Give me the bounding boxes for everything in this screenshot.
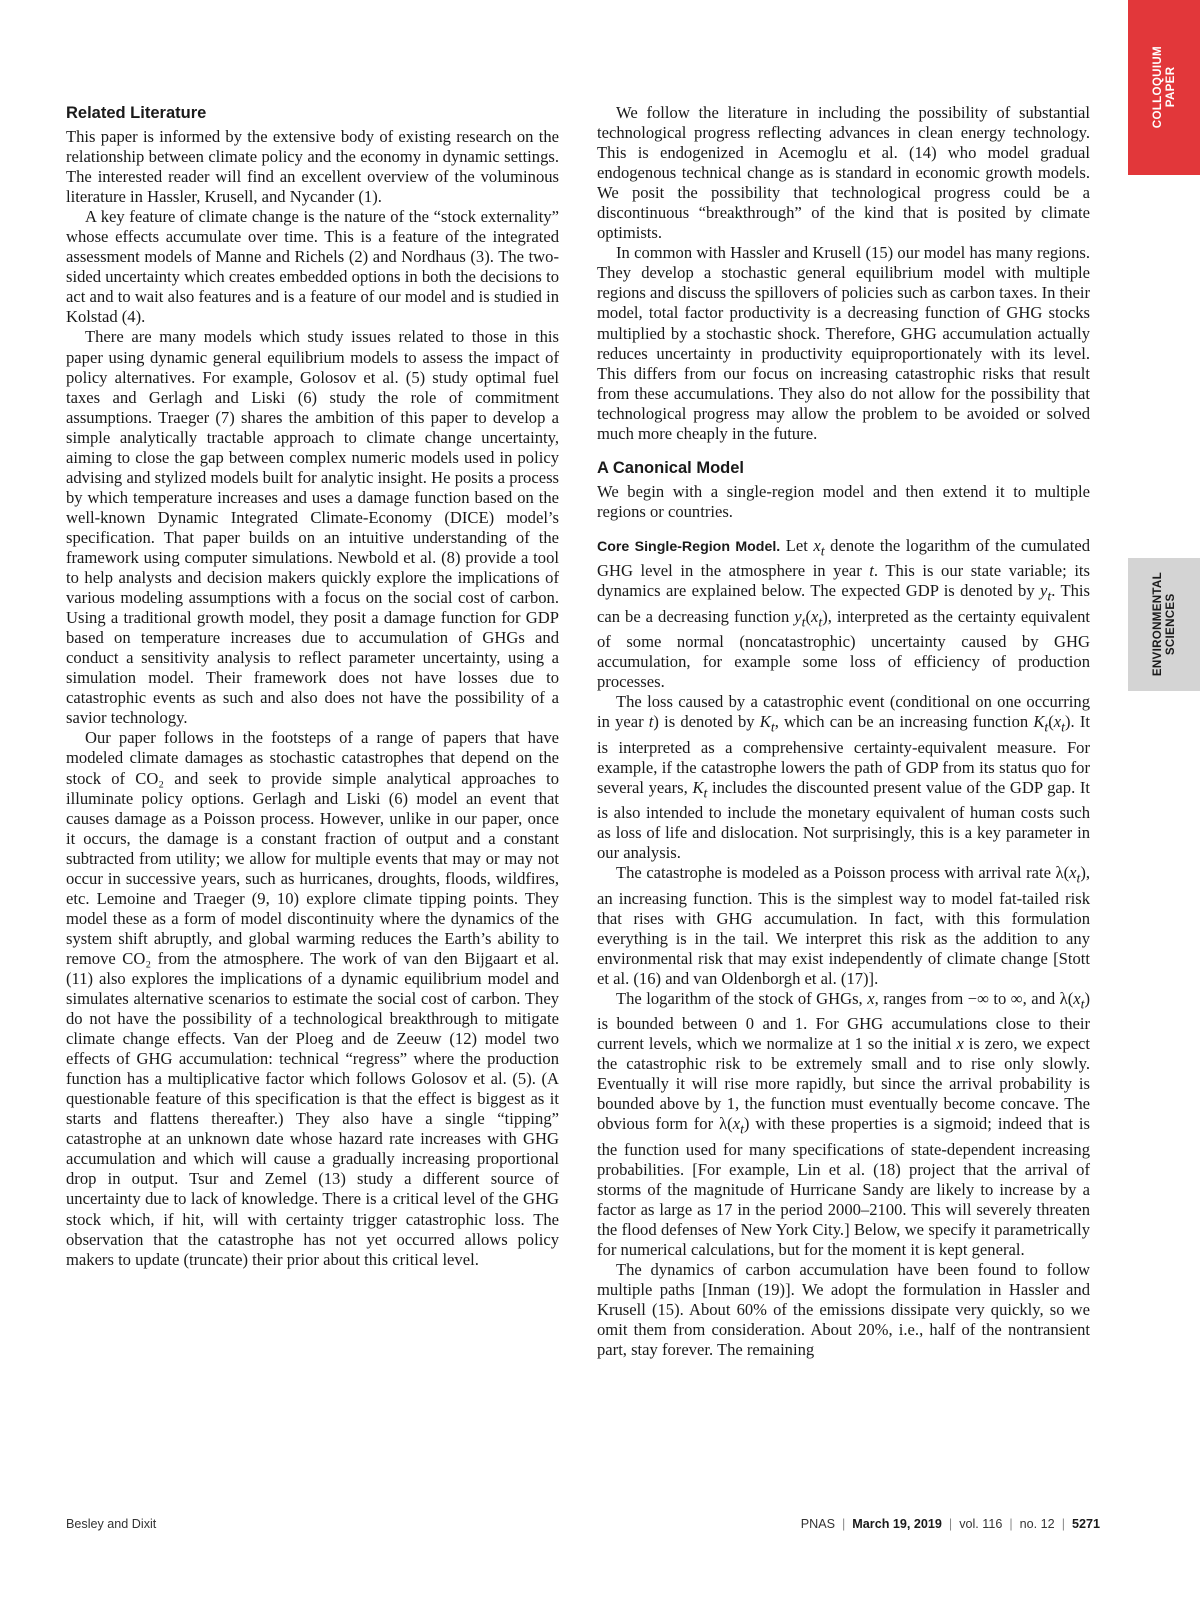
- paragraph: Our paper follows in the footsteps of a range of papers that have modeled climate damages as stochastic catastrophes that depend on the stock of CO₂ and seek to provide simple analytical approaches to illuminate policy options. Gerlagh and Liski (6) model an event that causes damage as a Poisson process. However, unlike in our paper, once it occurs, the damage is a constant fraction of output and a constant subtracted from utility; we allow for multiple events that may or may not occur in successive years, such as hurricanes, droughts, floods, wildfires, etc. Lemoine and Traeger (9, 10) explore climate tipping points. They model these as a form of model discontinuity where the dynamics of the system shift abruptly, and global warming reduces the Earth’s ability to remove CO₂ from the atmosphere. The work of van den Bijgaart et al. (11) also explores the implications of a dynamic equilibrium model and simulates alternative scenarios to estimate the social cost of carbon. They do not have the possibility of a technological breakthrough to mitigate climate change effects. Van der Ploeg and de Zeeuw (12) model two effects of GHG accumulation: technical “regress” where the production function has a multiplicative factor which follows Golosov et al. (5). (A questionable feature of this specification is that the effect is biggest as it starts and flattens thereafter.) They also have a single “tipping” catastrophe at an unknown date whose hazard rate increases with GHG accumulation and which will cause a gradually increasing proportional drop in output. Tsur and Zemel (13) study a different source of uncertainty due to lack of knowledge. There is a critical level of the GHG stock which, if hit, will with certainty trigger catastrophic loss. The observation that the catastrophe has not yet occurred allows policy makers to update (truncate) their prior about this critical level.: [66, 728, 559, 1269]
- footer-authors: Besley and Dixit: [66, 1517, 157, 1531]
- paragraph: We begin with a single-region model and then extend it to multiple regions or countries.: [597, 481, 1090, 521]
- colloquium-paper-label: COLLOQUIUM PAPER: [1151, 46, 1177, 129]
- paragraph-core-model-4: The logarithm of the stock of GHGs, x, ranges from −∞ to ∞, and $\lambda(x_t)$ is bounded between 0 and 1. For GHG accumulations close to their current levels, which we normalize at 1 so the initial x is zero, we expect the catastrophic risk to be extremely small and to rise only slowly. Eventually it will rise more rapidly, but since the arrival probability is bounded above by 1, the function must eventually become concave. The obvious form for $\lambda(x_t)$ with these properties is a sigmoid; indeed that is the function used for many specifications of state-dependent increasing probabilities. [For example, Lin et al. (18) project that the arrival of storms of the magnitude of Hurricane Sandy are likely to increase by a factor as large as 17 in the period 2000–2100. This will severely threaten the flood defenses of New York City.] Below, we specify it parametrically for numerical calculations, but for the moment it is kept general.: [597, 988, 1090, 1259]
- colloquium-paper-tab: [1128, 0, 1200, 175]
- footer-issue: no. 12: [1019, 1517, 1055, 1531]
- footer-journal-info: PNAS | March 19, 2019 | vol. 116 | no. 12 | 5271: [800, 1517, 1100, 1531]
- paragraph: We follow the literature in including the possibility of substantial technological progress reflecting advances in clean energy technology. This is endogenized in Acemoglu et al. (14) who model gradual endogenous technical change as is standard in economic growth models. We posit the possibility that technological progress could be a discontinuous “breakthrough” of the kind that is posited by climate optimists.: [597, 103, 1090, 243]
- paragraph-core-model-2: The loss caused by a catastrophic event (conditional on one occurring in year t) is denoted by $K_t$, which can be an increasing function $K_t(x_t)$. It is interpreted as a comprehensive certainty-equivalent measure. For example, if the catastrophe lowers the path of GDP from its status quo for several years, $K_t$ includes the discounted present value of the GDP gap. It is also intended to include the monetary equivalent of human costs such as loss of life and dislocation. Not surprisingly, this is a key parameter in our analysis.: [597, 692, 1090, 863]
- footer-date: March 19, 2019: [852, 1517, 942, 1531]
- paragraph: In common with Hassler and Krusell (15) our model has many regions. They develop a stochastic general equilibrium model with multiple regions and discuss the spillovers of policies such as carbon taxes. In their model, total factor productivity is a decreasing function of GHG stocks multiplied by a stochastic shock. Therefore, GHG accumulation actually reduces uncertainty in productivity equiproportionately with its level. This differs from our focus on increasing catastrophic risks that result from these accumulations. They also do not allow for the possibility that technological progress may allow the problem to be avoided or solved much more cheaply in the future.: [597, 243, 1090, 443]
- footer-page-number: 5271: [1071, 1517, 1100, 1531]
- right-column: [597, 103, 1090, 1360]
- section-heading-related-literature: Related Literature: [66, 104, 207, 122]
- paragraph: A key feature of climate change is the nature of the “stock externality” whose effects accumulate over time. This is a feature of the integrated assessment models of Manne and Richels (2) and Nordhaus (3). The two-sided uncertainty which creates embedded options in both the decisions to act and to wait also features and is a feature of our model and is studied in Kolstad (4).: [66, 207, 559, 327]
- left-column: [66, 103, 559, 1270]
- paragraph-core-model-5: The dynamics of carbon accumulation have been found to follow multiple paths [Inman (19)]. We adopt the formulation in Hassler and Krusell (15). About 60% of the emissions dissipate very quickly, so we omit them from consideration. About 20%, i.e., half of the nontransient part, stay forever. The remaining: [597, 1259, 1090, 1360]
- environmental-sciences-tab: [1128, 558, 1200, 691]
- paragraph: There are many models which study issues related to those in this paper using dynamic general equilibrium models to assess the impact of policy alternatives. For example, Golosov et al. (5) study optimal fuel taxes and Gerlagh and Liski (6) study the role of commitment assumptions. Traeger (7) shares the ambition of this paper to develop a simple analytically tractable approach to climate change uncertainty, aiming to close the gap between complex numeric models used in policy advising and stylized models built for analytic insight. He posits a process by which temperature increases and uses a damage function based on the well-known Dynamic Integrated Climate-Economy (DICE) model’s specification. That paper builds on an intuitive understanding of the framework using computer simulations. Newbold et al. (8) provide a tool to help analysts and decision makers quickly explore the implications of various modeling assumptions with a focus on the social cost of carbon. Using a traditional growth model, they posit a damage function for GDP based on temperature increases due to accumulation of GHGs and conduct a sensitivity analysis to reflect parameter uncertainty, using a simulation model. Their framework does not have losses due to catastrophic events as such and also does not have the possibility of a savior technology.: [66, 327, 559, 728]
- subsection-heading-core-model: Core Single-Region Model.: [597, 538, 781, 555]
- section-heading-canonical-model: A Canonical Model: [597, 458, 744, 477]
- paragraph-core-model-3: The catastrophe is modeled as a Poisson process with arrival rate $\lambda(x_t)$, an increasing function. This is the simplest way to model fat-tailed risk that rises with GHG accumulation. In fact, with this formulation everything is in the tail. We interpret this risk as the addition to any environmental risk that may exist independently of climate change [Stott et al. (16) and van Oldenborgh et al. (17)].: [597, 863, 1090, 988]
- environmental-sciences-label: ENVIRONMENTAL SCIENCES: [1151, 572, 1177, 677]
- paragraph-core-model-1: Core Single-Region Model. Let $x_t$ denote the logarithm of the cumulated GHG level in the atmosphere in year t. This is our state variable; its dynamics are explained below. The expected GDP is denoted by $y_t$. This can be a decreasing function $y_t(x_t)$, interpreted as the certainty equivalent of some normal (noncatastrophic) uncertainty caused by GHG accumulation, for example some loss of efficiency of production processes.: [597, 535, 1090, 692]
- footer-journal: PNAS: [800, 1517, 836, 1531]
- paragraph: This paper is informed by the extensive body of existing research on the relationship between climate policy and the economy in dynamic settings. The interested reader will find an excellent overview of the voluminous literature in Hassler, Krusell, and Nycander (1).: [66, 127, 559, 207]
- footer-volume: vol. 116: [959, 1517, 1003, 1531]
